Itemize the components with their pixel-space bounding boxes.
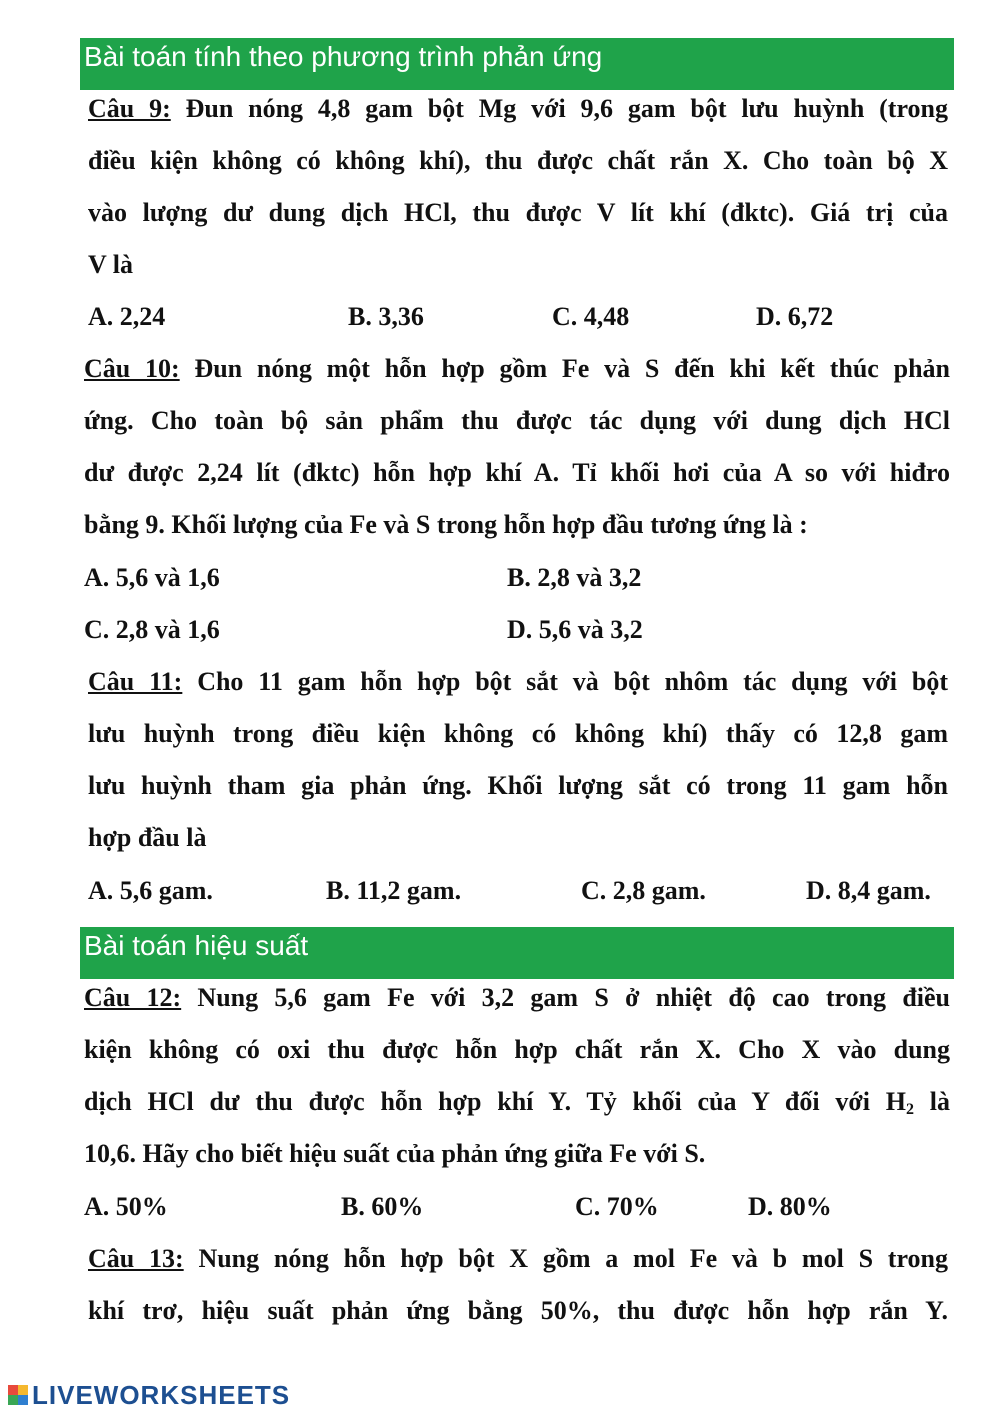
question-text: Nung nóng hỗn hợp bột X gồm a mol Fe và b mol S trong xyxy=(183,1244,948,1273)
question-text: là xyxy=(913,1087,950,1116)
answer-option: A. 5,6 gam. xyxy=(88,876,213,905)
question-line xyxy=(84,1085,950,1127)
question-label: Câu 12: xyxy=(84,983,182,1012)
answer-option: D. 6,72 xyxy=(756,302,834,331)
question-line xyxy=(84,981,950,1015)
answer-option: C. 4,48 xyxy=(552,302,630,331)
question-line xyxy=(88,1242,948,1276)
question-line xyxy=(88,665,948,699)
subscript: 2 xyxy=(905,1101,914,1118)
answer-option: B. 11,2 gam. xyxy=(326,876,462,905)
question-line: V là xyxy=(88,250,134,279)
question-line xyxy=(84,352,950,386)
question-line: kiện không có oxi thu được hỗn hợp chất rắn X. Cho X vào dung xyxy=(84,1035,950,1064)
answer-option: A. 2,24 xyxy=(88,302,166,331)
answer-option: B. 3,36 xyxy=(348,302,424,331)
answer-option: D. 80% xyxy=(748,1192,832,1221)
question-line: bằng 9. Khối lượng của Fe và S trong hỗn hợp đầu tương ứng là : xyxy=(84,510,808,539)
question-label: Câu 10: xyxy=(84,354,180,383)
footer-logo[interactable] xyxy=(8,1380,290,1410)
question-line: hợp đầu là xyxy=(88,823,207,852)
question-text: dịch HCl dư thu được hỗn hợp khí Y. Tỷ khối của Y đối với H xyxy=(84,1087,906,1116)
question-line: dư được 2,24 lít (đktc) hỗn hợp khí A. Tỉ khối hơi của A so với hiđro xyxy=(84,458,950,487)
answer-option: D. 8,4 gam. xyxy=(806,876,931,905)
question-line: 10,6. Hãy cho biết hiệu suất của phản ứng giữa Fe với S. xyxy=(84,1139,706,1168)
answer-option: A. 5,6 và 1,6 xyxy=(84,563,220,592)
question-label: Câu 9: xyxy=(88,94,171,123)
answer-option: C. 2,8 và 1,6 xyxy=(84,615,220,644)
question-line: khí trơ, hiệu suất phản ứng bằng 50%, thu được hỗn hợp rắn Y. xyxy=(88,1296,948,1325)
answer-option: B. 60% xyxy=(341,1192,424,1221)
section-title: Bài toán tính theo phương trình phản ứng xyxy=(84,41,603,72)
brand-name: LIVEWORKSHEETS xyxy=(32,1379,291,1410)
answer-option: C. 2,8 gam. xyxy=(581,876,706,905)
section-banner xyxy=(80,38,954,90)
question-line: vào lượng dư dung dịch HCl, thu được V lít khí (đktc). Giá trị của xyxy=(88,198,948,227)
section-title: Bài toán hiệu suất xyxy=(84,930,309,961)
question-text: Nung 5,6 gam Fe với 3,2 gam S ở nhiệt độ cao trong điều xyxy=(181,983,951,1012)
question-label: Câu 11: xyxy=(88,667,183,696)
question-text: Cho 11 gam hỗn hợp bột sắt và bột nhôm tác dụng với bột xyxy=(182,667,948,696)
question-line xyxy=(88,92,948,126)
logo-icon xyxy=(8,1385,28,1405)
question-line: lưu huỳnh trong điều kiện không có không khí) thấy có 12,8 gam xyxy=(88,719,948,748)
question-text: Đun nóng một hỗn hợp gồm Fe và S đến khi kết thúc phản xyxy=(179,354,950,383)
question-line: lưu huỳnh tham gia phản ứng. Khối lượng sắt có trong 11 gam hỗn xyxy=(88,771,948,800)
question-line: ứng. Cho toàn bộ sản phẩm thu được tác dụng với dung dịch HCl xyxy=(84,406,950,435)
section-banner xyxy=(80,927,954,979)
answer-option: A. 50% xyxy=(84,1192,168,1221)
answer-option: C. 70% xyxy=(575,1192,659,1221)
answer-option: D. 5,6 và 3,2 xyxy=(507,615,643,644)
question-text: Đun nóng 4,8 gam bột Mg với 9,6 gam bột lưu huỳnh (trong xyxy=(170,94,948,123)
answer-option: B. 2,8 và 3,2 xyxy=(507,563,642,592)
question-line: điều kiện không có không khí), thu được chất rắn X. Cho toàn bộ X xyxy=(88,146,948,175)
question-label: Câu 13: xyxy=(88,1244,184,1273)
